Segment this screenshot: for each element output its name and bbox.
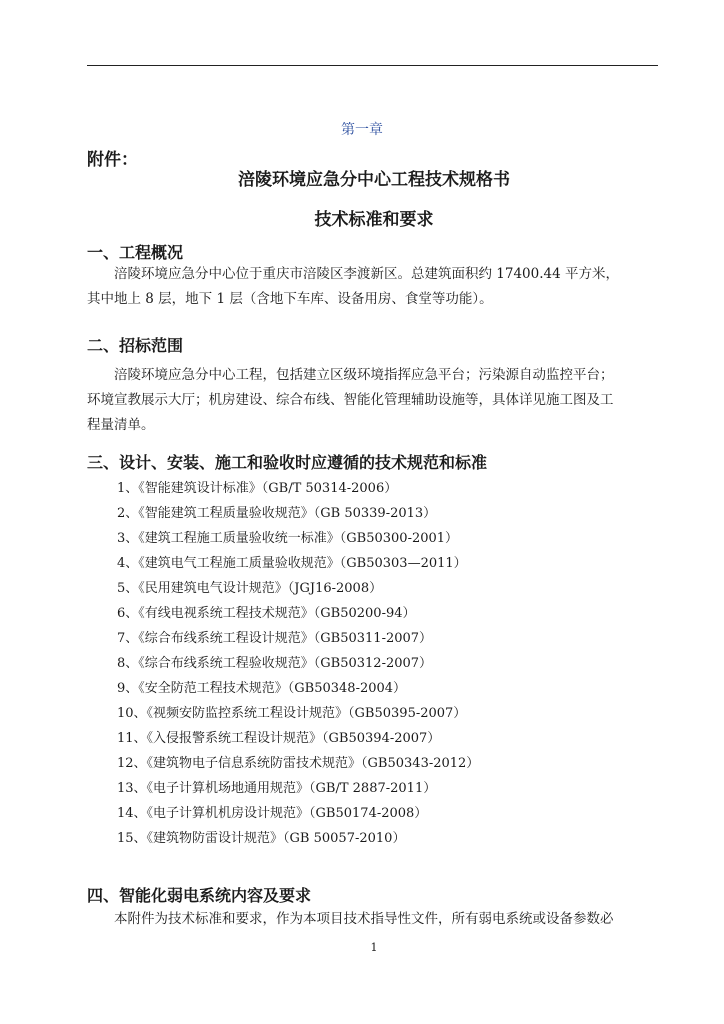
section-heading-standards: 三、设计、安装、施工和验收时应遵循的技术规范和标准 <box>87 453 488 472</box>
paragraph-line: 涪陵环境应急分中心位于重庆市涪陵区李渡新区。总建筑面积约 17400.44 平方米， <box>114 266 619 282</box>
standard-item: 3、《建筑工程施工质量验收统一标准》（GB50300-2001） <box>117 531 459 546</box>
section-heading-intelligent: 四、智能化弱电系统内容及要求 <box>87 886 312 905</box>
paragraph-line: 其中地上 8 层，地下 1 层（含地下车库、设备用房、食堂等功能）。 <box>87 291 493 307</box>
section-body-scope <box>87 363 659 438</box>
standard-item: 9、《安全防范工程技术规范》（GB50348-2004） <box>117 681 407 696</box>
paragraph-line: 程量清单。 <box>87 417 155 433</box>
document-title: 涪陵环境应急分中心工程技术规格书 <box>238 170 510 190</box>
attachment-label: 附件： <box>87 150 138 170</box>
standard-item: 6、《有线电视系统工程技术规范》（GB50200-94） <box>117 606 416 621</box>
standard-item: 11、《入侵报警系统工程设计规范》（GB50394-2007） <box>117 731 441 746</box>
standard-item: 10、《视频安防监控系统工程设计规范》（GB50395-2007） <box>117 706 467 721</box>
section-body-overview <box>87 262 659 312</box>
standard-item: 15、《建筑物防雷设计规范》（GB 50057-2010） <box>117 831 406 846</box>
section-body-intelligent <box>87 907 659 932</box>
standard-item: 5、《民用建筑电气设计规范》（JGJ16-2008） <box>117 581 383 596</box>
standard-item: 8、《综合布线系统工程验收规范》（GB50312-2007） <box>117 656 433 671</box>
paragraph-line: 环境宣教展示大厅；机房建设、综合布线、智能化管理辅助设施等，具体详见施工图及工 <box>87 392 614 408</box>
page-number: 1 <box>370 941 378 954</box>
standard-item: 12、《建筑物电子信息系统防雷技术规范》（GB50343-2012） <box>117 756 480 771</box>
section-heading-overview: 一、工程概况 <box>87 243 184 262</box>
paragraph-line: 本附件为技术标准和要求，作为本项目技术指导性文件，所有弱电系统或设备参数必 <box>114 911 614 927</box>
paragraph-line: 涪陵环境应急分中心工程，包括建立区级环境指挥应急平台；污染源自动监控平台； <box>114 367 614 383</box>
standard-item: 1、《智能建筑设计标准》（GB/T 50314-2006） <box>117 481 398 496</box>
section-heading-scope: 二、招标范围 <box>87 336 184 355</box>
document-subtitle: 技术标准和要求 <box>314 210 434 230</box>
standard-item: 7、《综合布线系统工程设计规范》（GB50311-2007） <box>117 631 433 646</box>
standard-item: 2、《智能建筑工程质量验收规范》（GB 50339-2013） <box>117 506 437 521</box>
standard-item: 14、《电子计算机机房设计规范》（GB50174-2008） <box>117 806 428 821</box>
header-rule <box>87 65 658 66</box>
standard-item: 13、《电子计算机场地通用规范》（GB/T 2887-2011） <box>117 781 437 796</box>
standard-item: 4、《建筑电气工程施工质量验收规范》（GB50303—2011） <box>117 556 467 571</box>
chapter-label: 第一章 <box>341 122 383 138</box>
